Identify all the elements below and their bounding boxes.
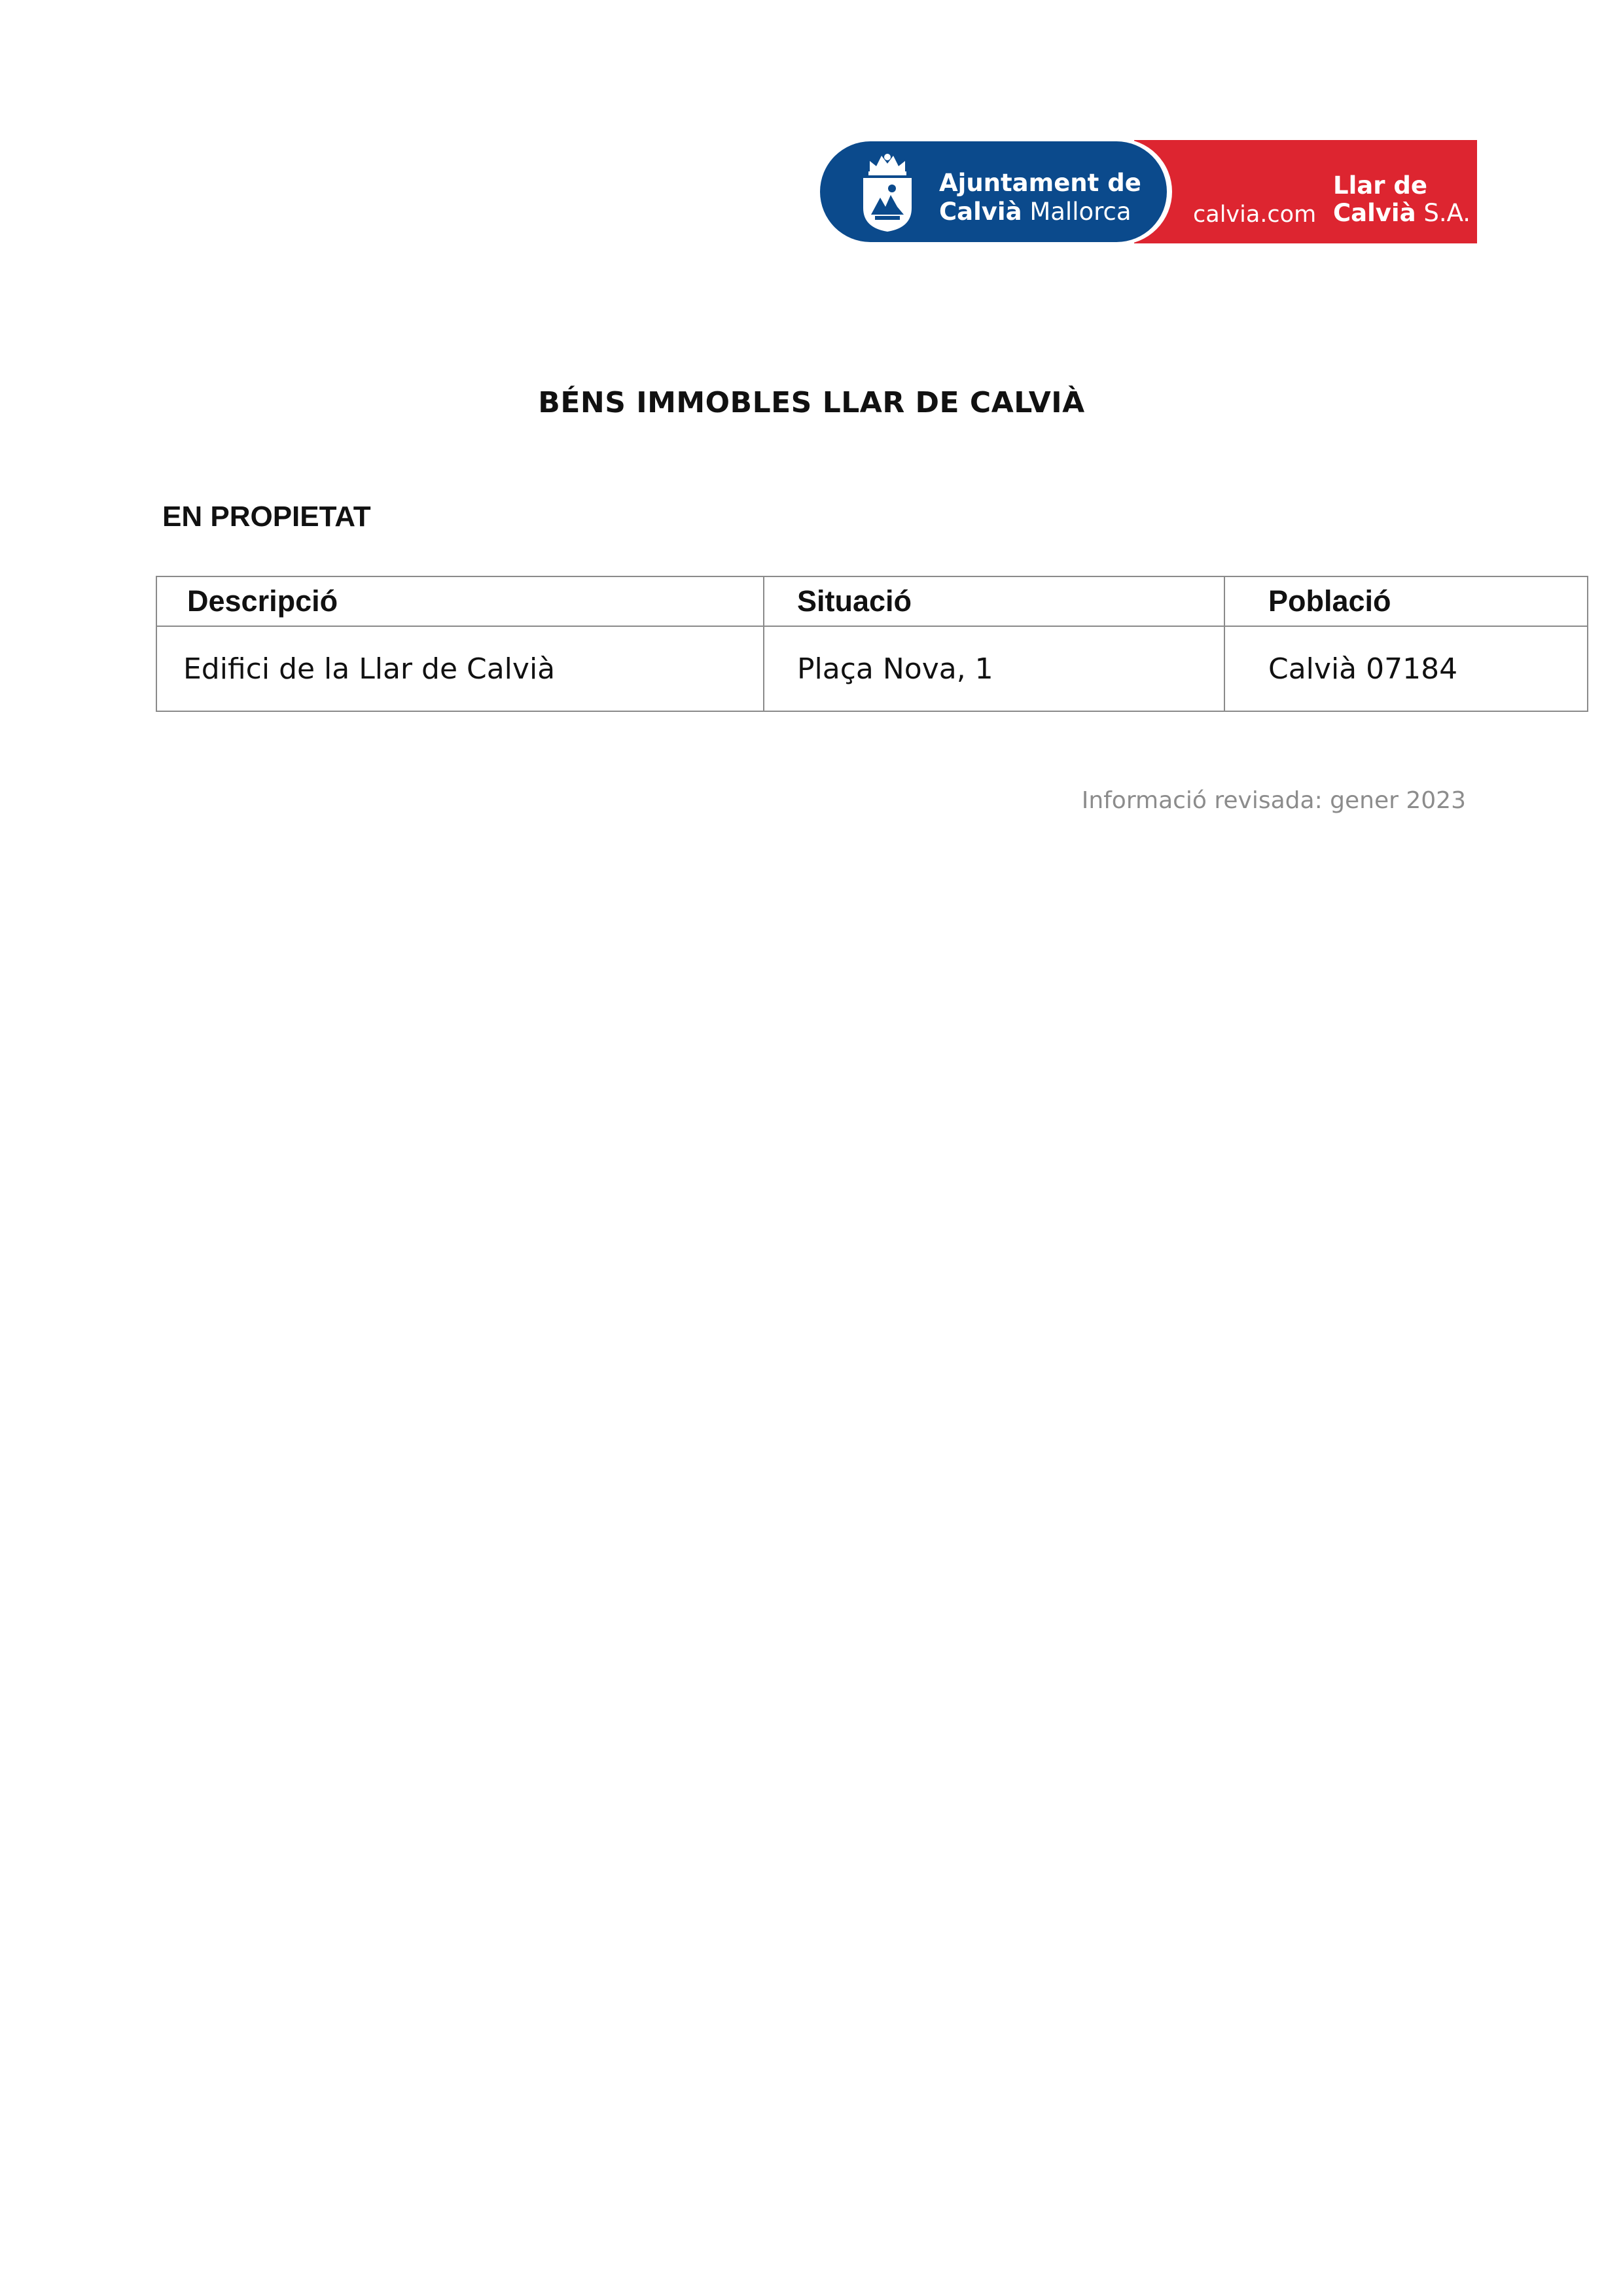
table-row bbox=[156, 626, 1588, 711]
logo-ajuntament-line1: Ajuntament de bbox=[939, 169, 1141, 197]
logo-llar-sa: S.A. bbox=[1416, 199, 1471, 227]
revision-note: Informació revisada: gener 2023 bbox=[1081, 787, 1466, 814]
municipal-crest-icon bbox=[861, 152, 914, 233]
document-title: BÉNS IMMOBLES LLAR DE CALVIÀ bbox=[538, 386, 1085, 419]
logo-ajuntament-mallorca: Mallorca bbox=[1022, 198, 1132, 226]
table-header-row bbox=[156, 576, 1588, 626]
logo-llar-line1: Llar de bbox=[1333, 171, 1427, 200]
header-descripcio: Descripció bbox=[156, 576, 764, 626]
cell-poblacio: Calvià 07184 bbox=[1224, 626, 1588, 711]
logo-llar-calvia: Calvià bbox=[1333, 199, 1416, 227]
cell-descripcio: Edifici de la Llar de Calvià bbox=[156, 626, 764, 711]
header-situacio: Situació bbox=[764, 576, 1224, 626]
cell-situacio: Plaça Nova, 1 bbox=[764, 626, 1224, 711]
logo-website: calvia.com bbox=[1193, 202, 1317, 228]
logo-ajuntament-line2 bbox=[939, 198, 1132, 226]
section-title: EN PROPIETAT bbox=[162, 501, 371, 533]
property-table bbox=[156, 576, 1588, 712]
logo-llar-line2 bbox=[1333, 199, 1471, 228]
header-poblacio: Població bbox=[1224, 576, 1588, 626]
organization-logo bbox=[820, 139, 1477, 245]
logo-ajuntament-calvia: Calvià bbox=[939, 198, 1022, 226]
